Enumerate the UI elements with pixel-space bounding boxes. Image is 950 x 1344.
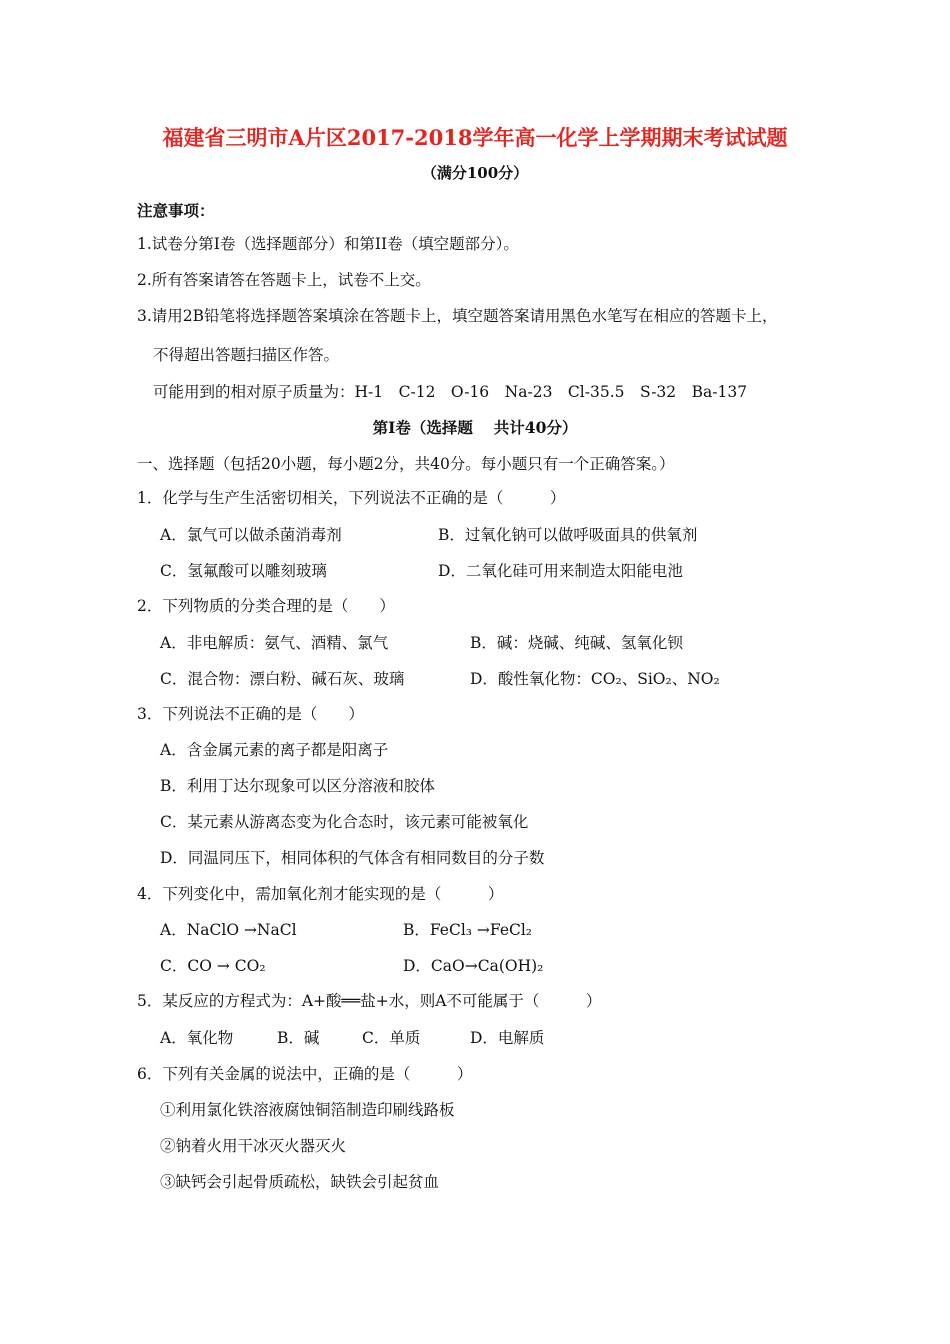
option-a: A．非电解质：氨气、酒精、氯气 bbox=[160, 634, 389, 652]
notice-heading: 注意事项： bbox=[137, 201, 215, 220]
option-d: D．电解质 bbox=[470, 1029, 545, 1047]
page-subtitle: （满分100分） bbox=[421, 164, 529, 182]
atomic-masses: 可能用到的相对原子质量为：H-1 C-12 O-16 Na-23 Cl-35.5 S-32 Ba-137 bbox=[153, 383, 748, 401]
question-stem: 6．下列有关金属的说法中，正确的是（ ） bbox=[137, 1065, 473, 1083]
section-intro: 一、选择题（包括20小题，每小题2分，共40分。每小题只有一个正确答案。） bbox=[137, 455, 675, 473]
notice-item: 不得超出答题扫描区作答。 bbox=[153, 346, 340, 364]
option-b: B．FeCl₃ →FeCl₂ bbox=[403, 921, 533, 939]
statement-item: ③缺钙会引起骨质疏松，缺铁会引起贫血 bbox=[160, 1173, 440, 1191]
option-d: D．酸性氧化物：CO₂、SiO₂、NO₂ bbox=[470, 670, 720, 688]
option-b: B．利用丁达尔现象可以区分溶液和胶体 bbox=[160, 777, 435, 795]
question-stem: 2．下列物质的分类合理的是（ ） bbox=[137, 597, 395, 615]
option-c: C．某元素从游离态变为化合态时，该元素可能被氧化 bbox=[160, 813, 529, 831]
option-b: B．过氧化钠可以做呼吸面具的供氧剂 bbox=[438, 526, 698, 544]
option-c: C．CO → CO₂ bbox=[160, 957, 266, 975]
option-d: D．同温同压下，相同体积的气体含有相同数目的分子数 bbox=[160, 849, 545, 867]
section-heading: 第Ⅰ卷（选择题 共计40分） bbox=[372, 418, 578, 437]
question-stem: 3．下列说法不正确的是（ ） bbox=[137, 705, 364, 723]
page-title: 福建省三明市A片区2017-2018学年高一化学上学期期末考试试题 bbox=[162, 125, 788, 150]
option-c: C．单质 bbox=[362, 1029, 421, 1047]
question-stem: 1．化学与生产生活密切相关，下列说法不正确的是（ ） bbox=[137, 489, 566, 507]
option-b: B．碱：烧碱、纯碱、氢氧化钡 bbox=[470, 634, 683, 652]
option-c: C．混合物：漂白粉、碱石灰、玻璃 bbox=[160, 670, 405, 688]
notice-item: 3.请用2B铅笔将选择题答案填涂在答题卡上，填空题答案请用黑色水笔写在相应的答题卡上， bbox=[137, 307, 778, 325]
option-d: D．二氧化硅可用来制造太阳能电池 bbox=[438, 562, 683, 580]
question-stem: 5．某反应的方程式为：A+酸══盐+水，则A不可能属于（ ） bbox=[137, 992, 602, 1010]
statement-item: ①利用氯化铁溶液腐蚀铜箔制造印刷线路板 bbox=[160, 1101, 455, 1119]
option-b: B．碱 bbox=[277, 1029, 320, 1047]
option-d: D．CaO→Ca(OH)₂ bbox=[403, 957, 544, 975]
question-stem: 4．下列变化中，需加氧化剂才能实现的是（ ） bbox=[137, 885, 504, 903]
notice-item: 1.试卷分第Ⅰ卷（选择题部分）和第II卷（填空题部分）。 bbox=[137, 235, 519, 253]
option-c: C．氢氟酸可以雕刻玻璃 bbox=[160, 562, 327, 580]
option-a: A．NaClO →NaCl bbox=[160, 921, 297, 939]
option-a: A．氧化物 bbox=[160, 1029, 234, 1047]
statement-item: ②钠着火用干冰灭火器灭火 bbox=[160, 1137, 347, 1155]
notice-item: 2.所有答案请答在答题卡上，试卷不上交。 bbox=[137, 271, 431, 289]
option-a: A．氯气可以做杀菌消毒剂 bbox=[160, 526, 342, 544]
option-a: A．含金属元素的离子都是阳离子 bbox=[160, 741, 389, 759]
